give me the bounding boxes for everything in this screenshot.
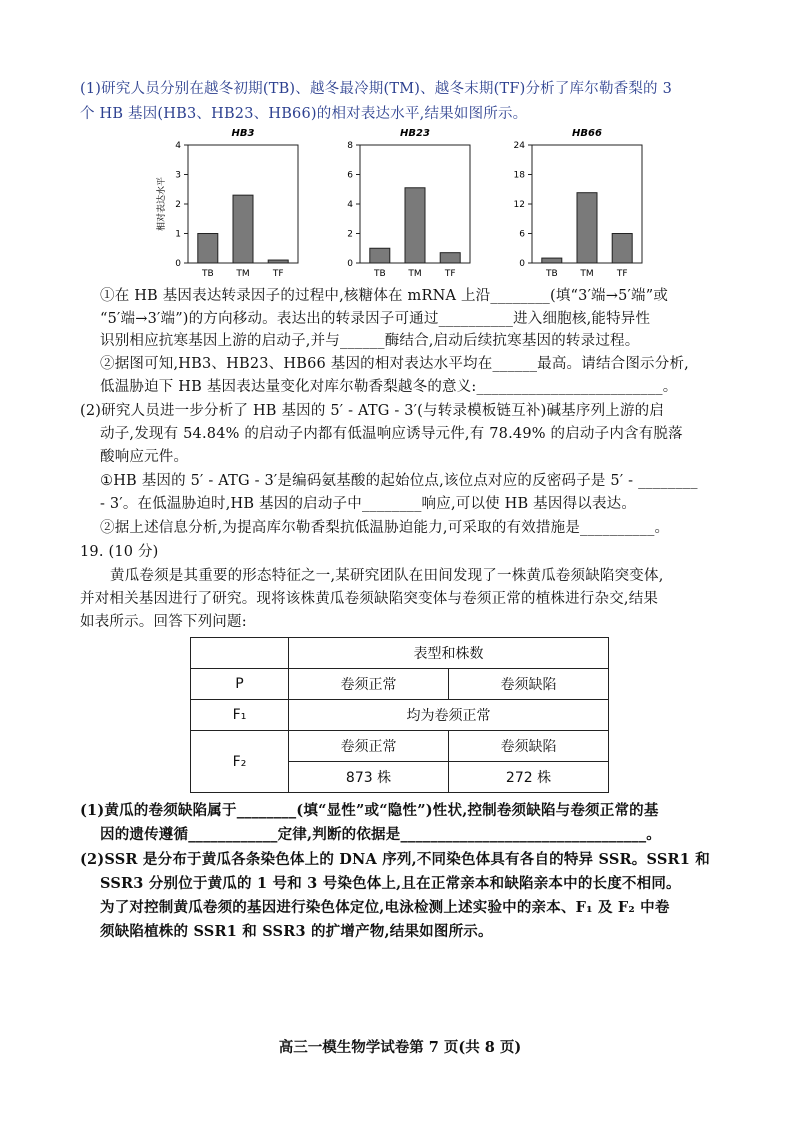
y-tick-label: 3: [175, 170, 181, 181]
q19-p2-line3: 为了对控制黄瓜卷须的基因进行染色体定位,电泳检测上述实验中的亲本、F₁ 及 F₂ 中卷: [100, 899, 670, 916]
q19-p2-line1: (2)SSR 是分布于黄瓜各条染色体上的 DNA 序列,不同染色体具有各自的特异 SSR。SSR1 和: [80, 851, 710, 868]
x-tick-label: TB: [545, 269, 558, 279]
x-tick-label: TF: [444, 269, 456, 279]
row-p-normal: 卷须正常: [289, 669, 449, 700]
row-f1-value: 均为卷须正常: [289, 700, 609, 731]
y-tick-label: 0: [347, 259, 353, 269]
x-tick-label: TF: [272, 269, 284, 279]
table-header: 表型和株数: [289, 638, 609, 669]
row-f2-normal: 卷须正常: [289, 731, 449, 762]
q18-sub1-line3: 识别相应抗寒基因上游的启动子,并与______酶结合,启动后续抗寒基因的转录过程。: [100, 333, 640, 349]
row-f2-normal-count: 873 株: [289, 762, 449, 793]
q18-sub1-line2: “5′端→3′端”)的方向移动。表达出的转录因子可通过__________进入细胞核,能特异性: [100, 311, 651, 327]
q18-part1-line1: (1)研究人员分别在越冬初期(TB)、越冬最冷期(TM)、越冬末期(TF)分析了库尔勒香梨的 3: [80, 81, 672, 97]
q18-sub1-line1: ①在 HB 基因表达转录因子的过程中,核糖体在 mRNA 上沿________(填“3′端→5′端”或: [100, 288, 669, 304]
table-corner-cell: [191, 638, 289, 669]
q18-sub2-line1: ②据图可知,HB3、HB23、HB66 基因的相对表达水平均在______最高。请结合图示分析,: [100, 356, 689, 372]
x-tick-label: TM: [236, 269, 250, 279]
bar-tm: [577, 193, 597, 263]
y-tick-label: 6: [519, 229, 525, 240]
chart-hb66: [514, 128, 642, 279]
q18-part2-sub1-line2: - 3′。在低温胁迫时,HB 基因的启动子中________响应,可以使 HB 基因得以表达。: [100, 496, 637, 512]
bar-tf: [268, 260, 288, 263]
y-tick-label: 12: [513, 200, 525, 210]
y-tick-label: 8: [347, 141, 353, 151]
y-tick-label: 24: [513, 141, 525, 151]
y-tick-label: 6: [347, 170, 353, 181]
q19-intro-line3: 如表所示。回答下列问题:: [80, 614, 247, 630]
bar-tm: [233, 195, 253, 263]
row-f2-defect: 卷须缺陷: [449, 731, 609, 762]
row-p-defect: 卷须缺陷: [449, 669, 609, 700]
y-tick-label: 4: [347, 200, 353, 210]
y-tick-label: 1: [175, 229, 181, 240]
table-row: [191, 669, 609, 700]
chart-hb23: [347, 128, 470, 279]
row-f1-label: F₁: [191, 700, 289, 731]
y-tick-label: 0: [519, 259, 525, 269]
cross-result-table: [190, 637, 609, 793]
y-tick-label: 18: [513, 170, 525, 181]
y-axis-label: 相对表达水平: [157, 176, 167, 232]
table-row: [191, 638, 609, 669]
q18-part2-line3: 酸响应元件。: [100, 449, 189, 465]
q18-part1-line2: 个 HB 基因(HB3、HB23、HB66)的相对表达水平,结果如图所示。: [80, 106, 528, 122]
q18-part2-line2: 动子,发现有 54.84% 的启动子内都有低温响应诱导元件,有 78.49% 的启动子内含有脱落: [100, 426, 683, 442]
row-f2-label: F₂: [191, 731, 289, 793]
bar-tb: [542, 258, 562, 263]
table-row: [191, 731, 609, 762]
row-p-label: P: [191, 669, 289, 700]
x-tick-label: TM: [408, 269, 422, 279]
q19-intro-line2: 并对相关基因进行了研究。现将该株黄瓜卷须缺陷突变体与卷须正常的植株进行杂交,结果: [80, 591, 659, 607]
y-tick-label: 2: [175, 200, 181, 210]
x-tick-label: TB: [201, 269, 214, 279]
chart-hb3: [155, 128, 298, 279]
x-tick-label: TF: [616, 269, 628, 279]
q19-p1-line1: (1)黄瓜的卷须缺陷属于________(填“显性”或“隐性”)性状,控制卷须缺陷与卷须正常的基: [80, 802, 659, 819]
q19-heading: 19. (10 分): [80, 544, 159, 560]
bar-tb: [198, 234, 218, 264]
q19-p2-line2: SSR3 分别位于黄瓜的 1 号和 3 号染色体上,且在正常亲本和缺陷亲本中的长度不相同。: [100, 875, 681, 892]
chart-title: HB3: [231, 128, 255, 139]
bar-charts: [150, 125, 670, 285]
y-tick-label: 0: [175, 259, 181, 269]
x-tick-label: TM: [580, 269, 594, 279]
y-tick-label: 4: [175, 141, 181, 151]
y-tick-label: 2: [347, 229, 353, 240]
bar-tf: [440, 253, 460, 263]
q18-part2-line1: (2)研究人员进一步分析了 HB 基因的 5′ - ATG - 3′(与转录模板链互补)碱基序列上游的启: [80, 403, 665, 419]
q18-part2-sub1-line1: ①HB 基因的 5′ - ATG - 3′是编码氨基酸的起始位点,该位点对应的反密码子是 5′ - ________: [100, 473, 698, 489]
q19-intro-line1: 黄瓜卷须是其重要的形态特征之一,某研究团队在田间发现了一株黄瓜卷须缺陷突变体,: [110, 568, 664, 584]
q19-p1-line2: 因的遗传遵循____________定律,判断的依据是_________________________________。: [100, 826, 661, 843]
bar-tb: [370, 248, 390, 263]
q19-p2-line4: 须缺陷植株的 SSR1 和 SSR3 的扩增产物,结果如图所示。: [100, 923, 493, 940]
table-row: [191, 700, 609, 731]
bar-tf: [612, 234, 632, 264]
row-f2-defect-count: 272 株: [449, 762, 609, 793]
x-tick-label: TB: [373, 269, 386, 279]
chart-title: HB66: [572, 128, 602, 139]
page-footer: 高三一模生物学试卷第 7 页(共 8 页): [278, 1039, 522, 1056]
q18-sub2-line2: 低温胁迫下 HB 基因表达量变化对库尔勒香梨越冬的意义:_________________________。: [100, 379, 678, 395]
bar-tm: [405, 188, 425, 263]
chart-title: HB23: [400, 128, 430, 139]
q18-part2-sub2-line1: ②据上述信息分析,为提高库尔勒香梨抗低温胁迫能力,可采取的有效措施是__________。: [100, 520, 670, 536]
